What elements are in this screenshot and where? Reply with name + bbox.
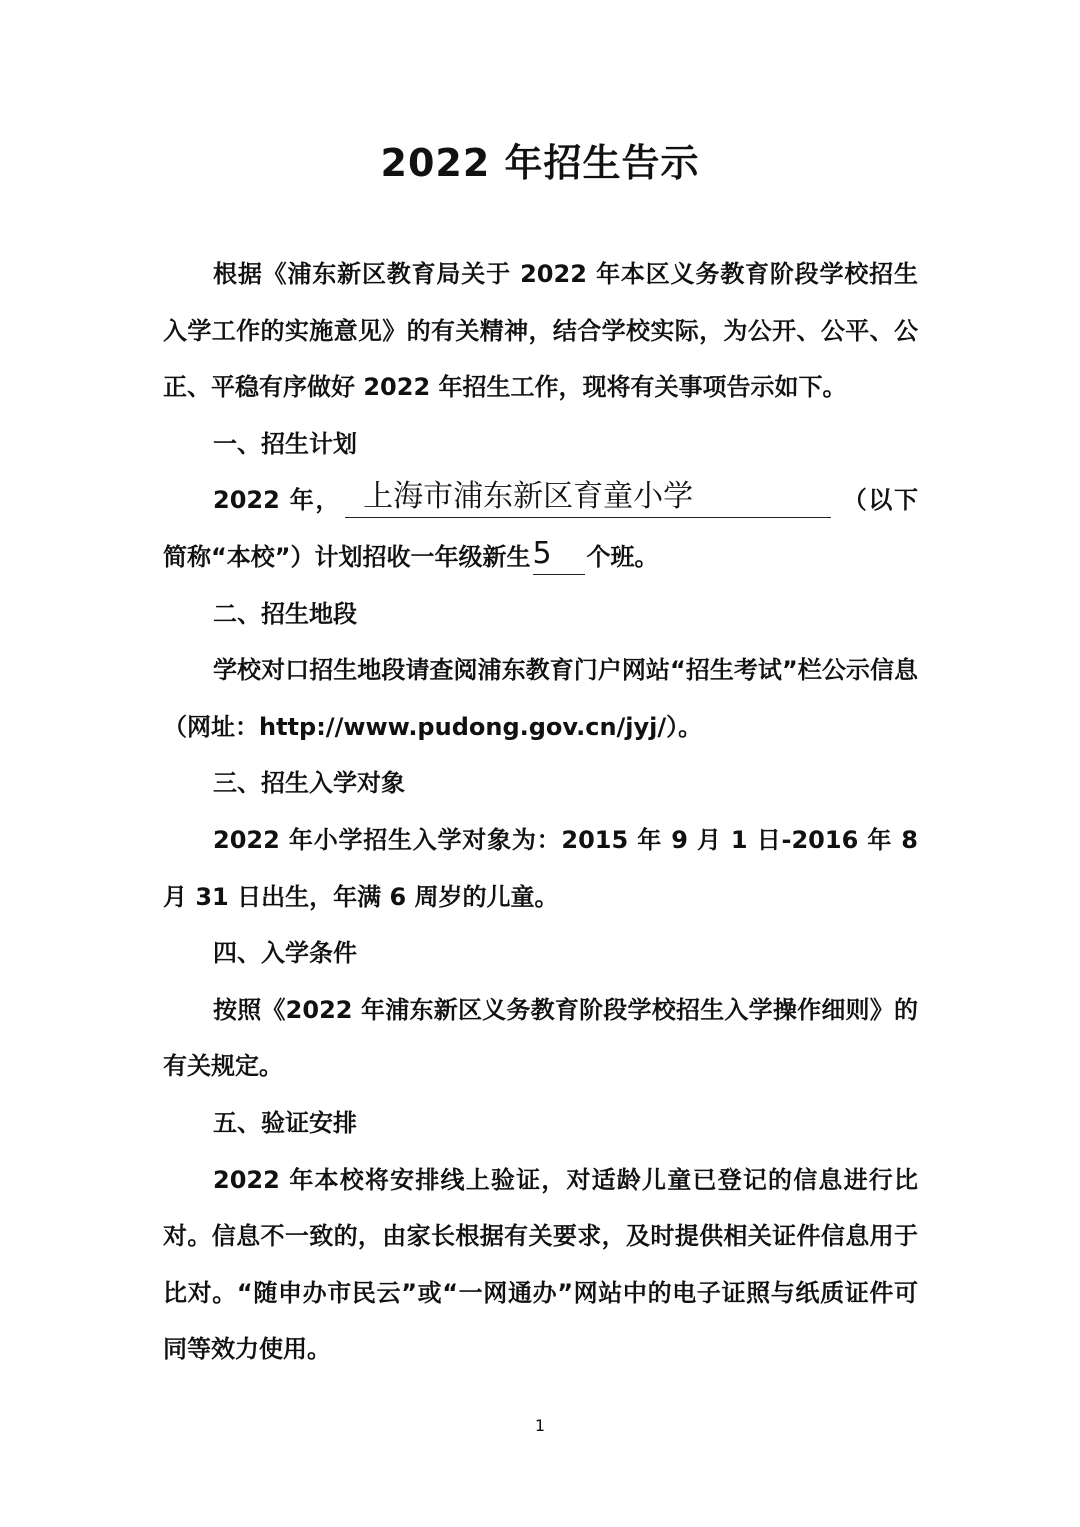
section-heading-plan: 一、招生计划 <box>213 429 357 458</box>
school-name-value: 上海市浦东新区育童小学 <box>363 479 694 515</box>
plan-suffix: 个班。 <box>586 542 659 571</box>
section-heading-conditions: 四、入学条件 <box>213 939 357 968</box>
conditions-paragraph: 按照《2022 年浦东新区义务教育阶段学校招生入学操作细则》的有关规定。 <box>163 995 918 1081</box>
page-number: 1 <box>534 1416 546 1435</box>
section-heading-verification: 五、验证安排 <box>213 1108 357 1137</box>
class-count-field: 5 <box>533 534 585 575</box>
plan-prefix: 2022 年， <box>213 486 342 515</box>
school-name-field <box>345 477 831 518</box>
intro-paragraph: 根据《浦东新区教育局关于 2022 年本区义务教育阶段学校招生入学工作的实施意见》的有关精神，结合学校实际，为公开、公平、公正、平稳有序做好 2022 年招生工作，现将有关事项告示如下。 <box>163 260 918 402</box>
section-heading-area: 二、招生地段 <box>213 599 357 628</box>
section-heading-target: 三、招生入学对象 <box>213 769 405 798</box>
plan-paragraph <box>163 472 918 585</box>
area-paragraph: 学校对口招生地段请查阅浦东教育门户网站“招生考试”栏公示信息（网址：http://www.pudong.gov.cn/jyj/）。 <box>163 656 918 741</box>
target-paragraph: 2022 年小学招生入学对象为：2015 年 9 月 1 日-2016 年 8 月 31 日出生，年满 6 周岁的儿童。 <box>163 825 918 911</box>
document-body <box>163 246 918 1378</box>
verification-paragraph: 2022 年本校将安排线上验证，对适龄儿童已登记的信息进行比对。信息不一致的，由家长根据有关要求，及时提供相关证件信息用于比对。“随申办市民云”或“一网通办”网站中的电子证照与纸质证件可同等效力使用。 <box>163 1165 918 1364</box>
plan-middle: （以下简称“本校”）计划招收一年级新生 <box>163 486 918 571</box>
page-title: 2022 年招生告示 <box>380 141 700 185</box>
